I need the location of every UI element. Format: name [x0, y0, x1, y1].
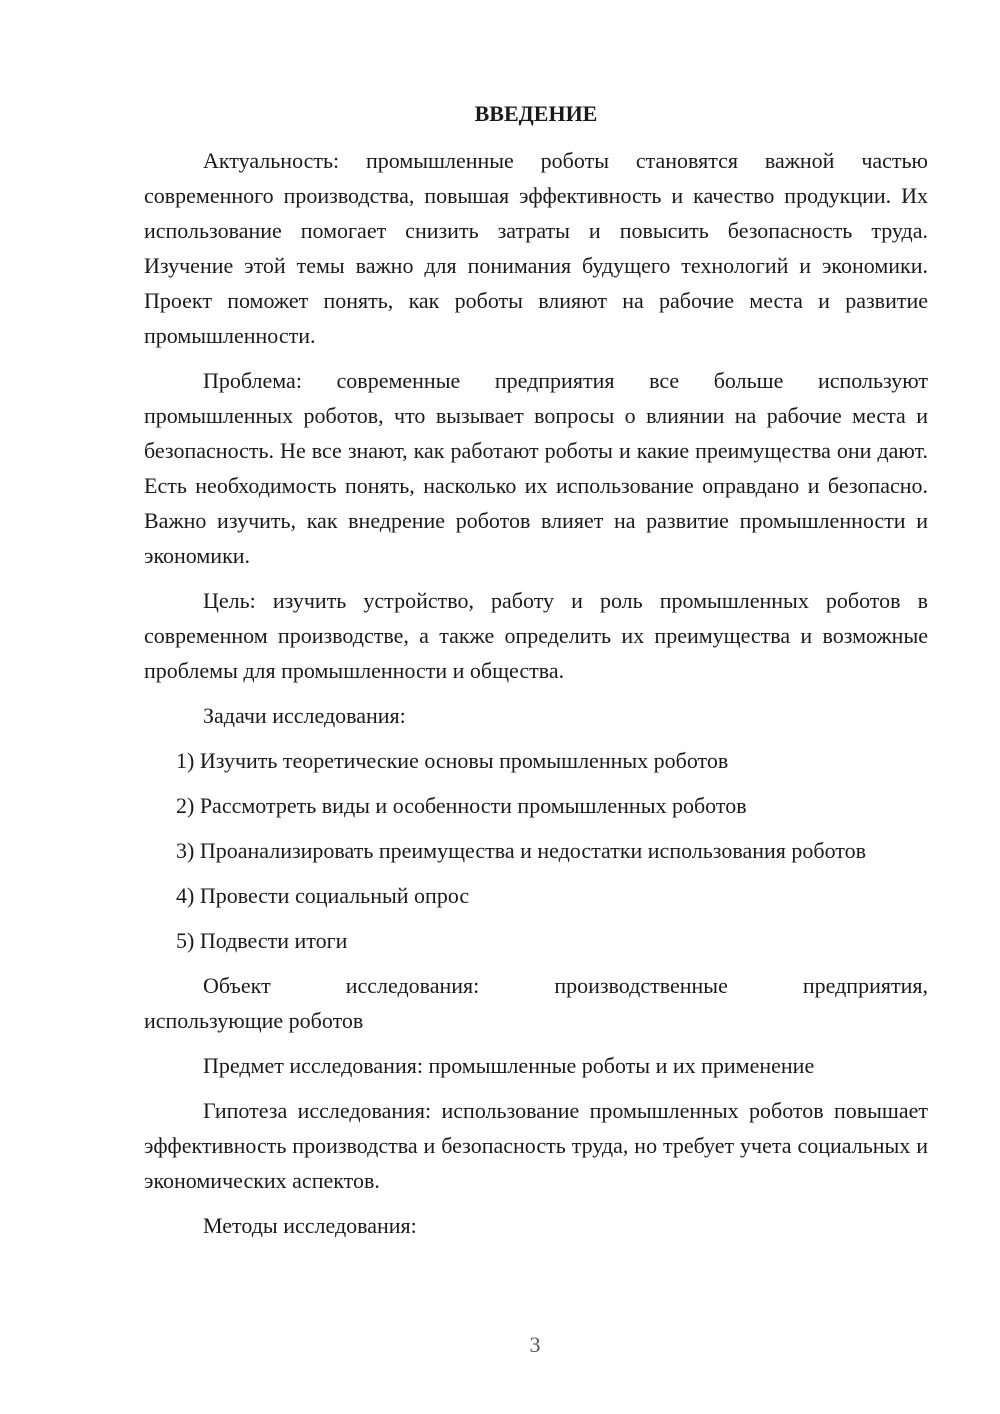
hypothesis-paragraph: Гипотеза исследования: использование промышленных роботов повышает эффективность производства и безопасность труда, но требует учета социальных и экономических аспектов. [144, 1098, 928, 1193]
object-paragraph [144, 968, 928, 1038]
page-number: 3 [529, 1332, 541, 1357]
object-first-line [144, 968, 928, 1003]
object-word-3: производственные [554, 973, 728, 998]
section-title: ВВЕДЕНИЕ [474, 101, 598, 126]
object-word-2: исследования: [345, 973, 480, 998]
object-continuation: использующие роботов [144, 1008, 364, 1033]
document-page [144, 96, 928, 1253]
relevance-paragraph: Актуальность: промышленные роботы становятся важной частью современного производства, повышая эффективность и качество продукции. Их использование помогает снизить затраты и повысить безопасность труда. Изучение этой темы важно для понимания будущего технологий и экономики. Проект поможет понять, как роботы влияют на рабочие места и развитие промышленности. [144, 148, 928, 348]
tasks-heading: Задачи исследования: [203, 703, 406, 728]
problem-paragraph: Проблема: современные предприятия все больше используют промышленных роботов, что вызывает вопросы о влиянии на рабочие места и безопасность. Не все знают, как работают роботы и какие преимущества они дают. Есть необходимость понять, насколько их использование оправдано и безопасно. Важно изучить, как внедрение роботов влияет на развитие промышленности и экономики. [144, 368, 928, 568]
task-item-2: 2) Рассмотреть виды и особенности промышленных роботов [176, 793, 747, 818]
methods-heading: Методы исследования: [203, 1213, 417, 1238]
task-item-1: 1) Изучить теоретические основы промышленных роботов [176, 748, 729, 773]
task-item-5: 5) Подвести итоги [176, 928, 348, 953]
subject-paragraph: Предмет исследования: промышленные роботы и их применение [203, 1053, 815, 1078]
task-item-3: 3) Проанализировать преимущества и недостатки использования роботов [176, 838, 867, 863]
object-word-1: Объект [203, 973, 271, 998]
goal-paragraph: Цель: изучить устройство, работу и роль промышленных роботов в современном производстве, а также определить их преимущества и возможные проблемы для промышленности и общества. [144, 588, 928, 683]
object-word-4: предприятия, [802, 973, 928, 998]
task-item-4: 4) Провести социальный опрос [176, 883, 470, 908]
